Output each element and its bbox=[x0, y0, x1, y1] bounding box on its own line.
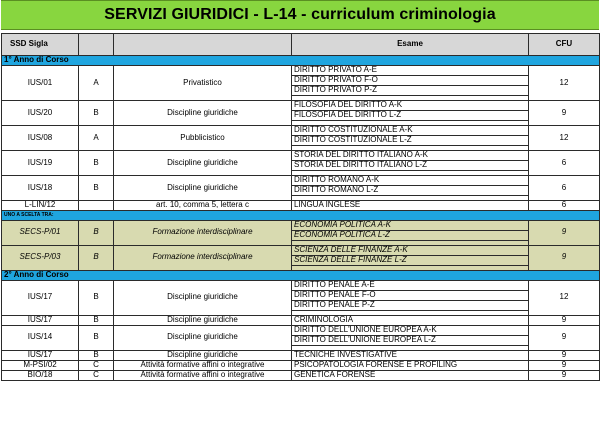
type-cell: A bbox=[79, 66, 114, 101]
exam-cell: DIRITTO PENALE A-E bbox=[292, 280, 529, 290]
type-cell: B bbox=[79, 176, 114, 201]
type-cell: B bbox=[79, 280, 114, 315]
ssd-cell: IUS/17 bbox=[2, 350, 79, 360]
ssd-cell: IUS/17 bbox=[2, 315, 79, 325]
cfu-cell: 6 bbox=[529, 151, 600, 176]
area-cell: art. 10, comma 5, lettera c bbox=[114, 201, 292, 211]
ssd-cell: SECS-P/01 bbox=[2, 220, 79, 245]
ssd-cell: IUS/20 bbox=[2, 101, 79, 126]
type-cell: C bbox=[79, 370, 114, 380]
ssd-cell: M-PSI/02 bbox=[2, 360, 79, 370]
ssd-cell: IUS/08 bbox=[2, 126, 79, 151]
area-cell: Privatistico bbox=[114, 66, 292, 101]
cfu-cell: 6 bbox=[529, 176, 600, 201]
area-cell: Formazione interdisciplinare bbox=[114, 245, 292, 270]
course-row bbox=[2, 325, 600, 335]
cfu-cell: 9 bbox=[529, 315, 600, 325]
area-cell: Discipline giuridiche bbox=[114, 151, 292, 176]
exam-cell: GENETICA FORENSE bbox=[292, 370, 529, 380]
type-cell: B bbox=[79, 220, 114, 245]
cfu-cell: 9 bbox=[529, 245, 600, 270]
area-cell: Attività formative affini o integrative bbox=[114, 370, 292, 380]
area-cell: Discipline giuridiche bbox=[114, 315, 292, 325]
cfu-cell: 9 bbox=[529, 101, 600, 126]
year-1-header bbox=[2, 56, 600, 66]
exam-cell: DIRITTO DELL'UNIONE EUROPEA A-K bbox=[292, 325, 529, 335]
course-row bbox=[2, 101, 600, 111]
choice-header-label: UNO A SCELTA TRA: bbox=[2, 211, 600, 221]
year-1-header-label: 1° Anno di Corso bbox=[2, 56, 600, 66]
choice-header bbox=[2, 211, 600, 221]
course-row bbox=[2, 66, 600, 76]
ssd-cell: SECS-P/03 bbox=[2, 245, 79, 270]
type-cell: B bbox=[79, 101, 114, 126]
type-cell: C bbox=[79, 360, 114, 370]
year-2-header bbox=[2, 270, 600, 280]
course-row bbox=[2, 176, 600, 186]
course-row bbox=[2, 201, 600, 211]
cfu-cell: 9 bbox=[529, 360, 600, 370]
exam-cell: DIRITTO PRIVATO P-Z bbox=[292, 86, 529, 96]
exam-cell: DIRITTO PENALE P-Z bbox=[292, 300, 529, 310]
exam-cell: DIRITTO PENALE F-O bbox=[292, 290, 529, 300]
cfu-cell: 9 bbox=[529, 370, 600, 380]
type-cell: A bbox=[79, 126, 114, 151]
type-cell: B bbox=[79, 350, 114, 360]
exam-cell: DIRITTO COSTITUZIONALE A-K bbox=[292, 126, 529, 136]
course-row bbox=[2, 315, 600, 325]
ssd-cell: IUS/18 bbox=[2, 176, 79, 201]
exam-cell: SCIENZA DELLE FINANZE L-Z bbox=[292, 255, 529, 265]
ssd-cell: IUS/01 bbox=[2, 66, 79, 101]
type-cell: B bbox=[79, 151, 114, 176]
exam-cell: STORIA DEL DIRITTO ITALIANO L-Z bbox=[292, 161, 529, 171]
exam-cell: PSICOPATOLOGIA FORENSE E PROFILING bbox=[292, 360, 529, 370]
area-cell: Discipline giuridiche bbox=[114, 350, 292, 360]
header-area bbox=[114, 34, 292, 56]
page-title: SERVIZI GIURIDICI - L-14 - curriculum criminologia bbox=[1, 0, 599, 30]
type-cell: B bbox=[79, 325, 114, 350]
type-cell bbox=[79, 201, 114, 211]
header-esame: Esame bbox=[292, 34, 529, 56]
course-row bbox=[2, 370, 600, 380]
exam-cell: LINGUA INGLESE bbox=[292, 201, 529, 211]
header-cfu: CFU bbox=[529, 34, 600, 56]
header-row bbox=[2, 34, 600, 56]
exam-cell: DIRITTO DELL'UNIONE EUROPEA L-Z bbox=[292, 335, 529, 345]
area-cell: Discipline giuridiche bbox=[114, 176, 292, 201]
cfu-cell: 12 bbox=[529, 280, 600, 315]
course-row bbox=[2, 350, 600, 360]
exam-cell: TECNICHE INVESTIGATIVE bbox=[292, 350, 529, 360]
type-cell: B bbox=[79, 315, 114, 325]
ssd-cell: IUS/14 bbox=[2, 325, 79, 350]
area-cell: Formazione interdisciplinare bbox=[114, 220, 292, 245]
area-cell: Pubblicistico bbox=[114, 126, 292, 151]
ssd-cell: BIO/18 bbox=[2, 370, 79, 380]
type-cell: B bbox=[79, 245, 114, 270]
cfu-cell: 12 bbox=[529, 126, 600, 151]
curriculum-table bbox=[1, 33, 600, 381]
course-row bbox=[2, 151, 600, 161]
area-cell: Discipline giuridiche bbox=[114, 325, 292, 350]
exam-cell: DIRITTO COSTITUZIONALE L-Z bbox=[292, 136, 529, 146]
cfu-cell: 12 bbox=[529, 66, 600, 101]
exam-cell: SCIENZA DELLE FINANZE A-K bbox=[292, 245, 529, 255]
exam-cell: STORIA DEL DIRITTO ITALIANO A-K bbox=[292, 151, 529, 161]
exam-cell: ECONOMIA POLITICA A-K bbox=[292, 220, 529, 230]
header-ssd: SSD Sigla bbox=[2, 34, 79, 56]
course-row bbox=[2, 220, 600, 230]
course-row bbox=[2, 360, 600, 370]
cfu-cell: 9 bbox=[529, 325, 600, 350]
cfu-cell: 9 bbox=[529, 220, 600, 245]
ssd-cell: L-LIN/12 bbox=[2, 201, 79, 211]
header-type bbox=[79, 34, 114, 56]
course-row bbox=[2, 126, 600, 136]
course-row bbox=[2, 280, 600, 290]
cfu-cell: 6 bbox=[529, 201, 600, 211]
exam-cell: DIRITTO ROMANO A-K bbox=[292, 176, 529, 186]
exam-cell: FILOSOFIA DEL DIRITTO L-Z bbox=[292, 111, 529, 121]
area-cell: Attività formative affini o integrative bbox=[114, 360, 292, 370]
exam-cell: ECONOMIA POLITICA L-Z bbox=[292, 230, 529, 240]
ssd-cell: IUS/19 bbox=[2, 151, 79, 176]
area-cell: Discipline giuridiche bbox=[114, 280, 292, 315]
ssd-cell: IUS/17 bbox=[2, 280, 79, 315]
exam-cell: DIRITTO PRIVATO A-E bbox=[292, 66, 529, 76]
cfu-cell: 9 bbox=[529, 350, 600, 360]
exam-cell: DIRITTO ROMANO L-Z bbox=[292, 186, 529, 196]
year-2-header-label: 2° Anno di Corso bbox=[2, 270, 600, 280]
exam-cell: DIRITTO PRIVATO F-O bbox=[292, 76, 529, 86]
exam-cell: FILOSOFIA DEL DIRITTO A-K bbox=[292, 101, 529, 111]
area-cell: Discipline giuridiche bbox=[114, 101, 292, 126]
course-row bbox=[2, 245, 600, 255]
exam-cell: CRIMINOLOGIA bbox=[292, 315, 529, 325]
